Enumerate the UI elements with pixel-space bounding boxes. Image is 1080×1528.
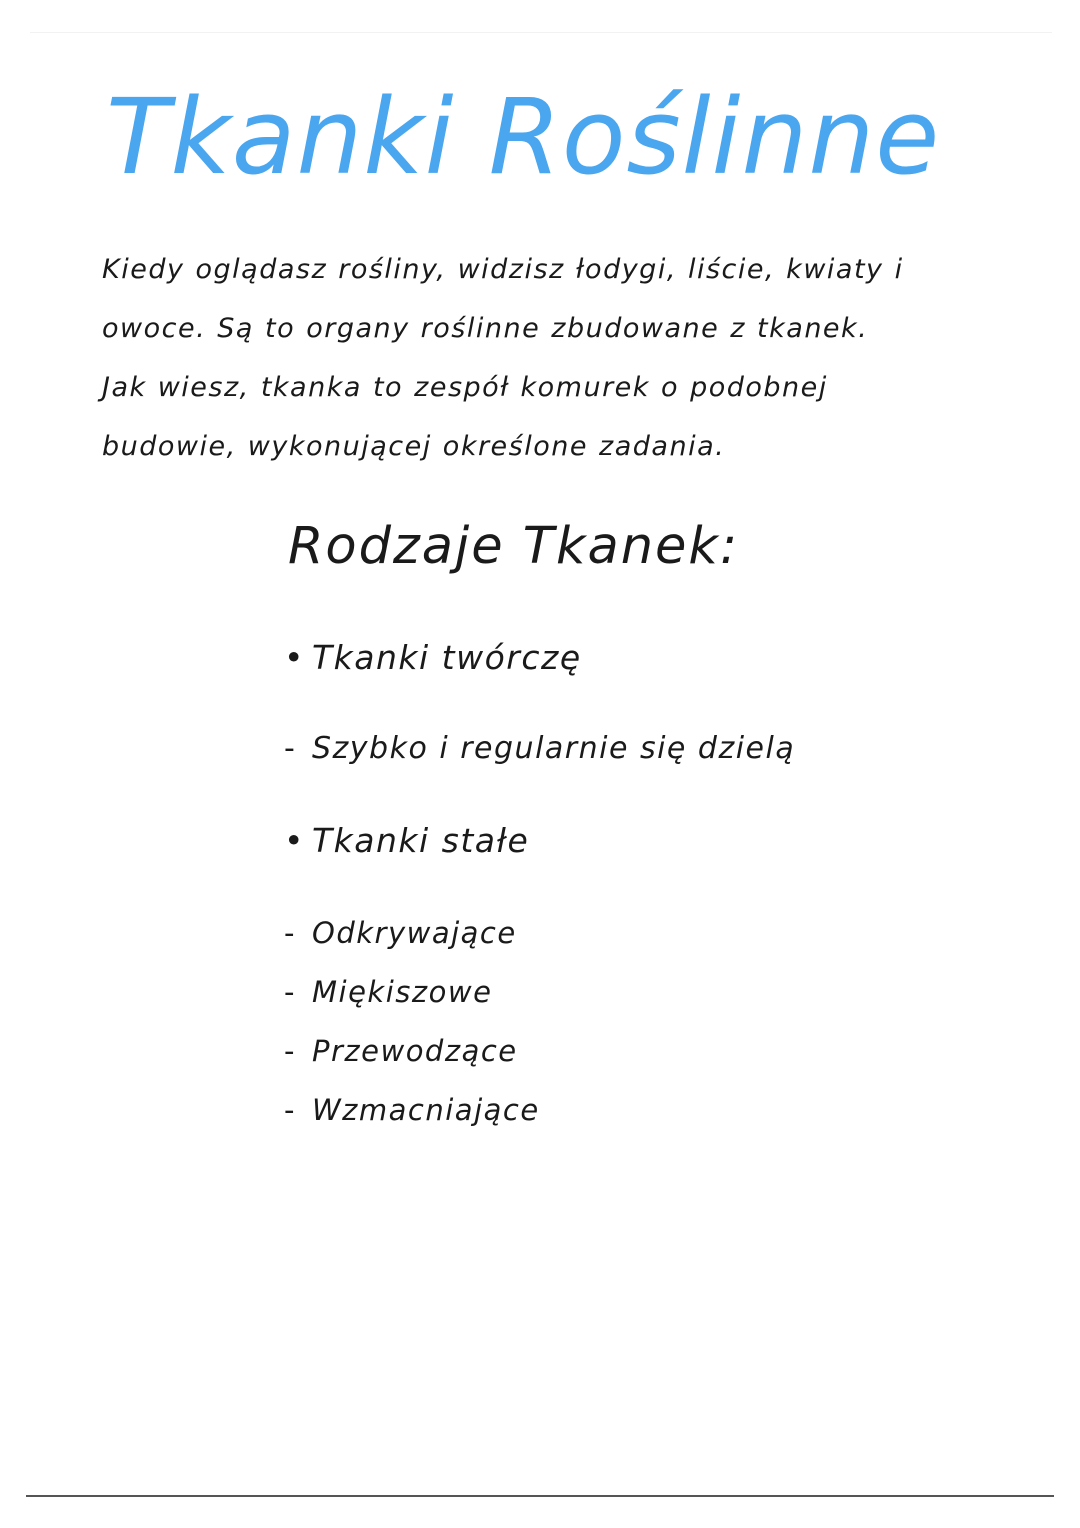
intro-line: budowie, wykonującej określone zadania.	[102, 431, 726, 462]
sub-list-item	[284, 1031, 518, 1071]
sub-list-item	[284, 1090, 540, 1130]
bullet-icon: •	[284, 821, 305, 860]
sub-list-item	[284, 972, 492, 1012]
page-title: Tkanki Roślinne	[106, 76, 941, 198]
sub-list-item-label: Wzmacniające	[312, 1093, 540, 1127]
bottom-divider	[26, 1495, 1054, 1497]
intro-line: Kiedy oglądasz rośliny, widzisz łodygi, liście, kwiaty i	[102, 254, 904, 285]
sub-list-item-label: Odkrywające	[312, 916, 517, 950]
dash-icon: -	[284, 916, 296, 950]
sub-list-item	[284, 728, 795, 770]
list-item-label: Tkanki stałe	[312, 821, 530, 860]
intro-line: owoce. Są to organy roślinne zbudowane z tkanek.	[102, 313, 869, 344]
dash-icon: -	[284, 1093, 296, 1127]
section-heading: Rodzaje Tkanek:	[288, 517, 740, 576]
list-item-creative-tissue	[284, 636, 582, 680]
sub-list-item-label: Szybko i regularnie się dzielą	[312, 731, 796, 766]
sub-list-item-label: Miękiszowe	[312, 975, 493, 1009]
sub-list-item	[284, 913, 517, 953]
top-divider	[30, 32, 1052, 33]
list-item-permanent-tissue	[284, 819, 529, 863]
dash-icon: -	[284, 731, 297, 766]
dash-icon: -	[284, 975, 296, 1009]
dash-icon: -	[284, 1034, 296, 1068]
list-item-label: Tkanki twórczę	[312, 638, 582, 677]
intro-line: Jak wiesz, tkanka to zespół komurek o podobnej	[102, 372, 828, 403]
sub-list-item-label: Przewodzące	[312, 1034, 518, 1068]
intro-paragraph	[102, 240, 982, 476]
bullet-icon: •	[284, 638, 305, 677]
